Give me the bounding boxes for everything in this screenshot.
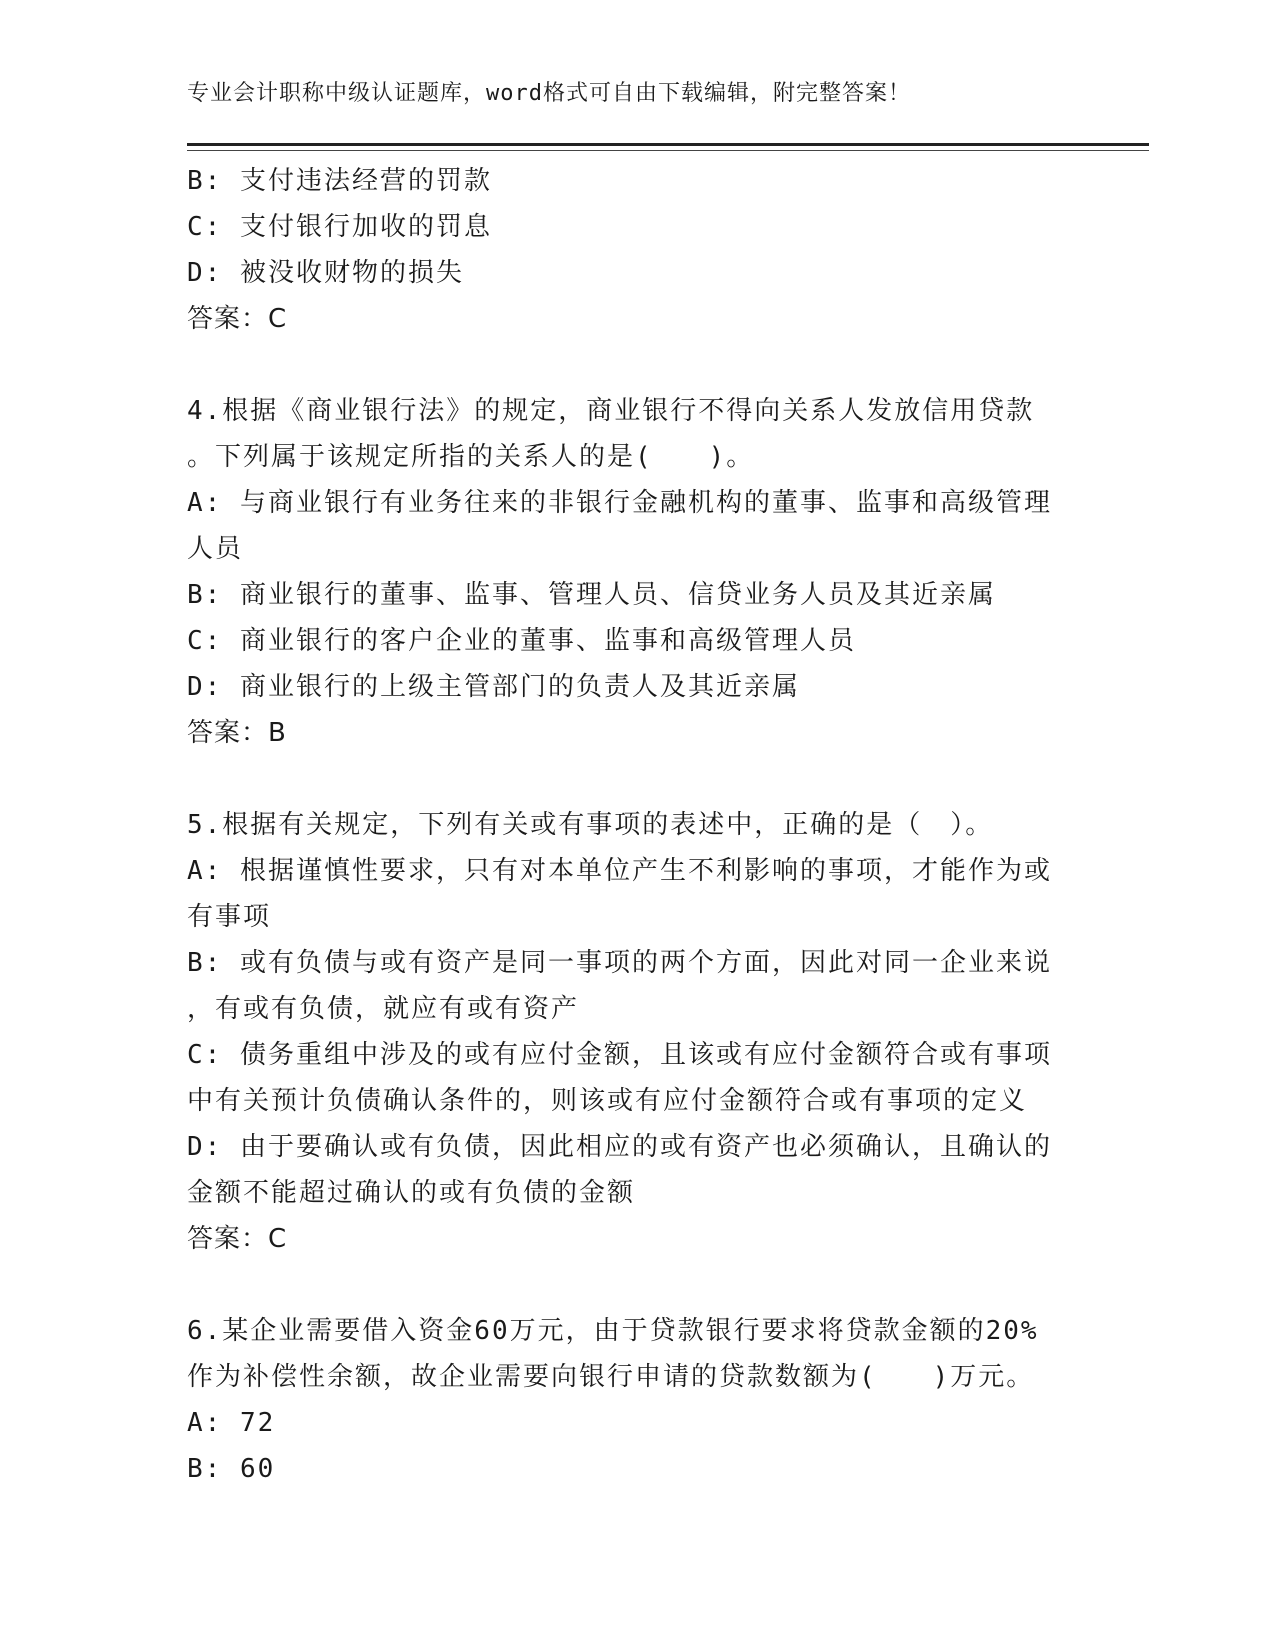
document-body (187, 158, 1087, 1492)
option-b: B: 商业银行的董事、监事、管理人员、信贷业务人员及其近亲属 (187, 580, 996, 610)
question-stem: 作为补偿性余额，故企业需要向银行申请的贷款数额为( )万元。 (187, 1362, 1035, 1392)
option-a: 有事项 (187, 902, 272, 932)
option-b: B: 或有负债与或有资产是同一事项的两个方面，因此对同一企业来说 (187, 948, 1052, 978)
option-a: A: 与商业银行有业务往来的非银行金融机构的董事、监事和高级管理 (187, 488, 1052, 518)
option-b: ，有或有负债，就应有或有资产 (187, 994, 580, 1024)
option-d: D: 商业银行的上级主管部门的负责人及其近亲属 (187, 672, 800, 702)
question-stem: 。下列属于该规定所指的关系人的是( )。 (187, 442, 755, 472)
answer: 答案：C (187, 1224, 288, 1254)
question-4 (187, 388, 1087, 756)
question-3 (187, 158, 1087, 342)
option-c: 中有关预计负债确认条件的，则该或有应付金额符合或有事项的定义 (187, 1086, 1028, 1116)
option-d: D: 由于要确认或有负债，因此相应的或有资产也必须确认，且确认的 (187, 1132, 1052, 1162)
option-a: A: 根据谨慎性要求，只有对本单位产生不利影响的事项，才能作为或 (187, 856, 1052, 886)
question-stem: 6.某企业需要借入资金60万元，由于贷款银行要求将贷款金额的20% (187, 1316, 1039, 1346)
option-c: C: 支付银行加收的罚息 (187, 212, 492, 242)
header-rule-thin (187, 150, 1149, 151)
page-header: 专业会计职称中级认证题库，word格式可自由下载编辑，附完整答案！ (187, 81, 911, 106)
question-stem: 4.根据《商业银行法》的规定，商业银行不得向关系人发放信用贷款 (187, 396, 1035, 426)
option-c: C: 商业银行的客户企业的董事、监事和高级管理人员 (187, 626, 856, 656)
answer: 答案：B (187, 718, 287, 748)
option-a: 人员 (187, 534, 244, 564)
spacer (187, 756, 1087, 802)
option-b: B: 支付违法经营的罚款 (187, 166, 492, 196)
option-b: B: 60 (187, 1454, 276, 1484)
option-a: A: 72 (187, 1408, 276, 1438)
spacer (187, 1262, 1087, 1308)
question-6 (187, 1308, 1087, 1492)
question-stem: 5.根据有关规定，下列有关或有事项的表述中，正确的是（ ）。 (187, 810, 994, 840)
header-rule-thick (187, 143, 1149, 146)
option-d: 金额不能超过确认的或有负债的金额 (187, 1178, 636, 1208)
option-c: C: 债务重组中涉及的或有应付金额，且该或有应付金额符合或有事项 (187, 1040, 1052, 1070)
question-5 (187, 802, 1087, 1262)
option-d: D: 被没收财物的损失 (187, 258, 464, 288)
spacer (187, 342, 1087, 388)
answer: 答案：C (187, 304, 288, 334)
